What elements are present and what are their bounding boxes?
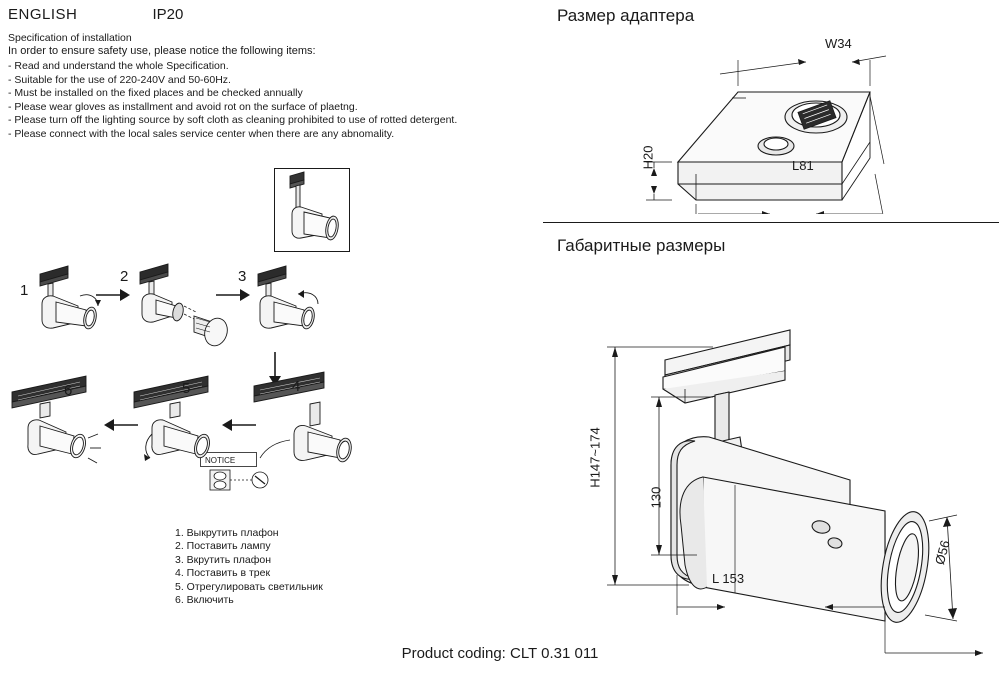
russian-instruction-item: 3. Вкрутить плафон	[175, 553, 272, 566]
overall-length-label: L 153	[712, 571, 745, 586]
specification-item: - Please connect with the local sales service center when there are any abnomality.	[8, 127, 395, 140]
header-language-row	[8, 6, 528, 24]
specification-item: - Suitable for the use of 220-240V and 50-60Hz.	[8, 73, 231, 86]
step-number-5: 5	[182, 380, 191, 397]
russian-instruction-item: 1. Выкрутить плафон	[175, 527, 279, 539]
overall-inner-height-label: 130	[648, 486, 664, 509]
adapter-length-label: L81	[792, 158, 814, 173]
arrow-step-1-to-2	[96, 288, 130, 302]
adapter-size-title: Размер адаптера	[557, 6, 695, 25]
step-number-2: 2	[120, 268, 129, 285]
notice-text: NOTICE	[205, 456, 236, 465]
adapter-height-label: H20	[640, 145, 656, 170]
russian-instruction-item: 2. Поставить лампу	[175, 540, 271, 553]
overall-total-height-label: H147~174	[587, 427, 603, 488]
ip-rating-label: IP20	[152, 6, 184, 23]
step-number-3: 3	[238, 268, 247, 285]
specification-item: - Please turn off the lighting source by soft cloth as cleaning prohibited to use of rotted detergent.	[8, 114, 458, 127]
specification-list	[8, 60, 457, 142]
russian-instruction-item: 4. Поставить в трек	[175, 567, 271, 580]
overall-dimensions-title: Габаритные размеры	[557, 236, 726, 255]
overall-diameter-label: Ø56	[931, 538, 953, 567]
step-2-illustration	[132, 258, 238, 358]
specification-intro: In order to ensure safety use, please notice the following items:	[8, 45, 316, 57]
adapter-width-label: W34	[825, 36, 852, 51]
step-6-illustration	[8, 372, 108, 468]
step-5-illustration	[130, 372, 232, 468]
arrow-step-2-to-3	[216, 288, 250, 302]
step-number-1: 1	[20, 282, 29, 299]
step-3-illustration	[252, 262, 328, 334]
section-divider	[543, 222, 999, 223]
installation-preview-box	[274, 168, 350, 252]
step-number-4: 4	[292, 378, 301, 395]
product-coding-label: Product coding: CLT 0.31 011	[401, 645, 599, 662]
russian-instruction-item: 5. Отрегулировать светильник	[175, 580, 323, 593]
specification-item: - Read and understand the whole Specification.	[8, 60, 229, 72]
arrow-step-5-to-6	[104, 418, 138, 432]
russian-instruction-list	[175, 527, 323, 607]
russian-instruction-item: 6. Включить	[175, 594, 234, 607]
specification-item: - Must be installed on the fixed places and be checked annually	[8, 87, 303, 100]
overall-dimensions-diagram	[585, 285, 995, 670]
language-label: ENGLISH	[8, 6, 78, 23]
step-number-6: 6	[64, 382, 73, 399]
specification-title: Specification of installation	[8, 32, 132, 44]
adapter-diagram	[620, 34, 990, 214]
specification-item: - Please wear gloves as installment and avoid rot on the surface of plaetng.	[8, 100, 358, 113]
